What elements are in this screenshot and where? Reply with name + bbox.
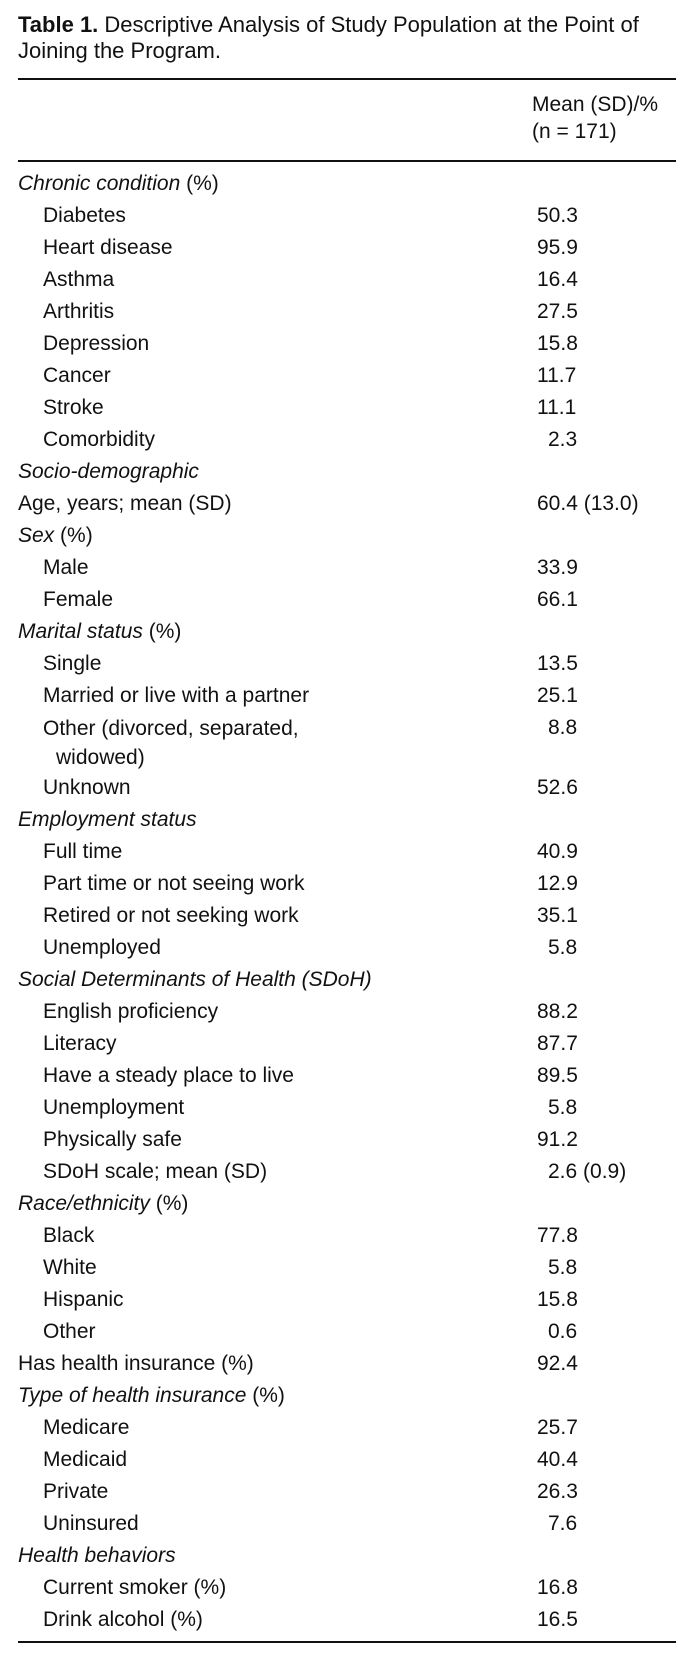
row-value: 89.5 [537, 1064, 578, 1087]
row-value: 35.1 [537, 904, 578, 927]
row-label [43, 1604, 203, 1636]
row-value: 7.6 [548, 1512, 578, 1535]
row-label [43, 1412, 129, 1444]
label-text: Unknown [43, 776, 131, 799]
row-value: 25.1 [537, 684, 578, 707]
row-label [43, 1252, 97, 1284]
table-row [18, 232, 678, 264]
row-value: 15.8 [537, 332, 578, 355]
section-header-row [18, 456, 678, 488]
row-label [43, 1156, 267, 1188]
table-row [18, 932, 678, 964]
row-label [43, 714, 299, 772]
label-text: Part time or not seeing work [43, 872, 305, 895]
label-text: Medicaid [43, 1448, 128, 1471]
row-value: 2.6 (0.9) [548, 1160, 627, 1183]
label-text: Health behaviors [18, 1544, 176, 1567]
table-row [18, 680, 678, 712]
table-label: Table 1. [18, 12, 99, 37]
label-text: English proficiency [43, 1000, 219, 1023]
row-value: 12.9 [537, 872, 578, 895]
label-text: Female [43, 588, 114, 611]
row-value: 11.1 [537, 396, 577, 419]
section-header-row [18, 804, 678, 836]
row-label [43, 584, 113, 616]
row-value: 95.9 [537, 236, 578, 259]
table-title: Descriptive Analysis of Study Population at the Point of Joining the Program. [18, 12, 639, 63]
label-text: Age, years; mean (SD) [18, 492, 232, 515]
row-label [43, 1316, 96, 1348]
row-label [43, 424, 155, 456]
label-text: Heart disease [43, 236, 173, 259]
label-text: Full time [43, 840, 123, 863]
row-label [43, 1092, 184, 1124]
label-text: Unemployment [43, 1096, 185, 1119]
table-row [18, 996, 678, 1028]
label-text: Has health insurance (%) [18, 1352, 254, 1375]
table-row [18, 200, 678, 232]
row-label [43, 680, 309, 712]
label-text: Stroke [43, 396, 104, 419]
table-row [18, 712, 678, 772]
section-header-row [18, 616, 678, 648]
section-header-row [18, 964, 678, 996]
row-label [43, 232, 173, 264]
table-row [18, 584, 678, 616]
row-label [43, 772, 131, 804]
row-value: 8.8 [548, 716, 578, 739]
row-value: 66.1 [537, 588, 578, 611]
label-suffix: (%) [54, 524, 93, 547]
row-value: 0.6 [548, 1320, 578, 1343]
row-value: 50.3 [537, 204, 578, 227]
top-rule [18, 78, 676, 80]
row-value: 77.8 [537, 1224, 578, 1247]
table-row [18, 264, 678, 296]
table-row [18, 1284, 678, 1316]
row-value: 5.8 [548, 1256, 578, 1279]
table-row [18, 1220, 678, 1252]
section-header-row [18, 168, 678, 200]
table-row [18, 296, 678, 328]
row-label [43, 836, 122, 868]
table-body [18, 168, 678, 1636]
row-value: 40.4 [537, 1448, 578, 1471]
label-suffix: (%) [149, 1192, 189, 1215]
label-text: White [43, 1256, 97, 1279]
row-label [18, 488, 232, 520]
table-row [18, 552, 678, 584]
label-text: Physically safe [43, 1128, 182, 1151]
section-label [18, 1188, 188, 1220]
label-text: Hispanic [43, 1288, 124, 1311]
section-label [18, 616, 181, 648]
bottom-rule [18, 1641, 676, 1643]
table-row [18, 1156, 678, 1188]
section-label [18, 1380, 285, 1412]
row-label [43, 1124, 182, 1156]
table-row [18, 1252, 678, 1284]
row-value: 15.8 [537, 1288, 578, 1311]
row-label [43, 1060, 294, 1092]
label-text: Chronic condition [18, 172, 181, 195]
table-row [18, 1060, 678, 1092]
label-suffix: (%) [142, 620, 182, 643]
label-text: Marital status [18, 620, 143, 643]
table-row [18, 648, 678, 680]
table-row [18, 1444, 678, 1476]
label-text: Type of health insurance [18, 1384, 247, 1407]
row-value: 88.2 [537, 1000, 578, 1023]
row-label [43, 1028, 117, 1060]
row-label [43, 552, 89, 584]
row-value: 33.9 [537, 556, 578, 579]
column-header-line2: (n = 171) [532, 120, 617, 143]
label-suffix: (%) [246, 1384, 285, 1407]
table-caption [18, 12, 676, 64]
section-header-row [18, 1188, 678, 1220]
table-row [18, 1316, 678, 1348]
label-text: Current smoker (%) [43, 1576, 227, 1599]
label-text: Uninsured [43, 1512, 139, 1535]
row-label [43, 296, 114, 328]
table-row [18, 836, 678, 868]
label-text: Asthma [43, 268, 115, 291]
label-text: Single [43, 652, 102, 675]
table-row [18, 1092, 678, 1124]
column-header-line1: Mean (SD)/% [532, 93, 659, 116]
label-text-continued: widowed) [56, 746, 145, 769]
row-label [43, 1572, 226, 1604]
row-label [43, 900, 299, 932]
table-row [18, 1348, 678, 1380]
label-text: Cancer [43, 364, 111, 387]
table-row [18, 868, 678, 900]
table-row [18, 1508, 678, 1540]
row-value: 40.9 [537, 840, 578, 863]
row-label [43, 1284, 124, 1316]
label-text: Diabetes [43, 204, 126, 227]
row-label [43, 360, 111, 392]
table-row [18, 1572, 678, 1604]
row-value: 16.8 [537, 1576, 578, 1599]
row-label [43, 996, 218, 1028]
label-text: Arthritis [43, 300, 115, 323]
label-text: Social Determinants of Health (SDoH) [18, 968, 372, 991]
label-text: Comorbidity [43, 428, 156, 451]
row-label [18, 1348, 254, 1380]
table-row [18, 900, 678, 932]
label-text: Depression [43, 332, 150, 355]
row-value: 25.7 [537, 1416, 578, 1439]
row-value: 5.8 [548, 1096, 578, 1119]
section-label [18, 804, 197, 836]
label-text: Drink alcohol (%) [43, 1608, 203, 1631]
row-value: 11.7 [537, 364, 577, 387]
section-header-row [18, 520, 678, 552]
label-text: Employment status [18, 808, 197, 831]
row-value: 5.8 [548, 936, 578, 959]
label-text: Retired or not seeking work [43, 904, 299, 927]
table-row [18, 392, 678, 424]
row-label [43, 264, 114, 296]
label-text: Other (divorced, separated, [43, 717, 299, 740]
row-value: 27.5 [537, 300, 578, 323]
label-text: Have a steady place to live [43, 1064, 294, 1087]
row-value: 16.4 [537, 268, 578, 291]
table-row [18, 772, 678, 804]
label-text: Socio-demographic [18, 460, 199, 483]
label-text: Married or live with a partner [43, 684, 310, 707]
row-label [43, 1508, 139, 1540]
section-label [18, 1540, 176, 1572]
section-label [18, 168, 219, 200]
row-value: 16.5 [537, 1608, 578, 1631]
row-label [43, 1444, 127, 1476]
label-text: Black [43, 1224, 95, 1247]
row-value: 26.3 [537, 1480, 578, 1503]
label-text: Medicare [43, 1416, 130, 1439]
table-row [18, 1028, 678, 1060]
row-label [43, 868, 304, 900]
row-value: 13.5 [537, 652, 578, 675]
row-label [43, 1220, 94, 1252]
section-label [18, 964, 372, 996]
row-value: 92.4 [537, 1352, 578, 1375]
label-text: Literacy [43, 1032, 117, 1055]
section-label [18, 520, 93, 552]
table-row [18, 360, 678, 392]
table-row [18, 1124, 678, 1156]
row-value: 2.3 [548, 428, 578, 451]
label-text: Other [43, 1320, 96, 1343]
row-label [43, 932, 161, 964]
table-row [18, 1604, 678, 1636]
label-text: Sex [18, 524, 55, 547]
table-row [18, 1476, 678, 1508]
row-value: 87.7 [537, 1032, 578, 1055]
row-value: 60.4 (13.0) [537, 492, 639, 515]
section-label [18, 456, 199, 488]
label-text: Race/ethnicity [18, 1192, 150, 1215]
row-label [43, 392, 104, 424]
row-value: 52.6 [537, 776, 578, 799]
section-header-row [18, 1380, 678, 1412]
label-text: Private [43, 1480, 109, 1503]
row-label [43, 1476, 108, 1508]
row-label [43, 328, 149, 360]
row-value: 91.2 [537, 1128, 578, 1151]
label-text: Unemployed [43, 936, 161, 959]
row-label [43, 200, 126, 232]
label-suffix: (%) [180, 172, 219, 195]
column-header [532, 91, 658, 145]
table-row [18, 328, 678, 360]
table-row [18, 424, 678, 456]
row-label [43, 648, 101, 680]
header-rule [18, 160, 676, 162]
section-header-row [18, 1540, 678, 1572]
table-row [18, 488, 678, 520]
label-text: SDoH scale; mean (SD) [43, 1160, 268, 1183]
table-row [18, 1412, 678, 1444]
label-text: Male [43, 556, 89, 579]
